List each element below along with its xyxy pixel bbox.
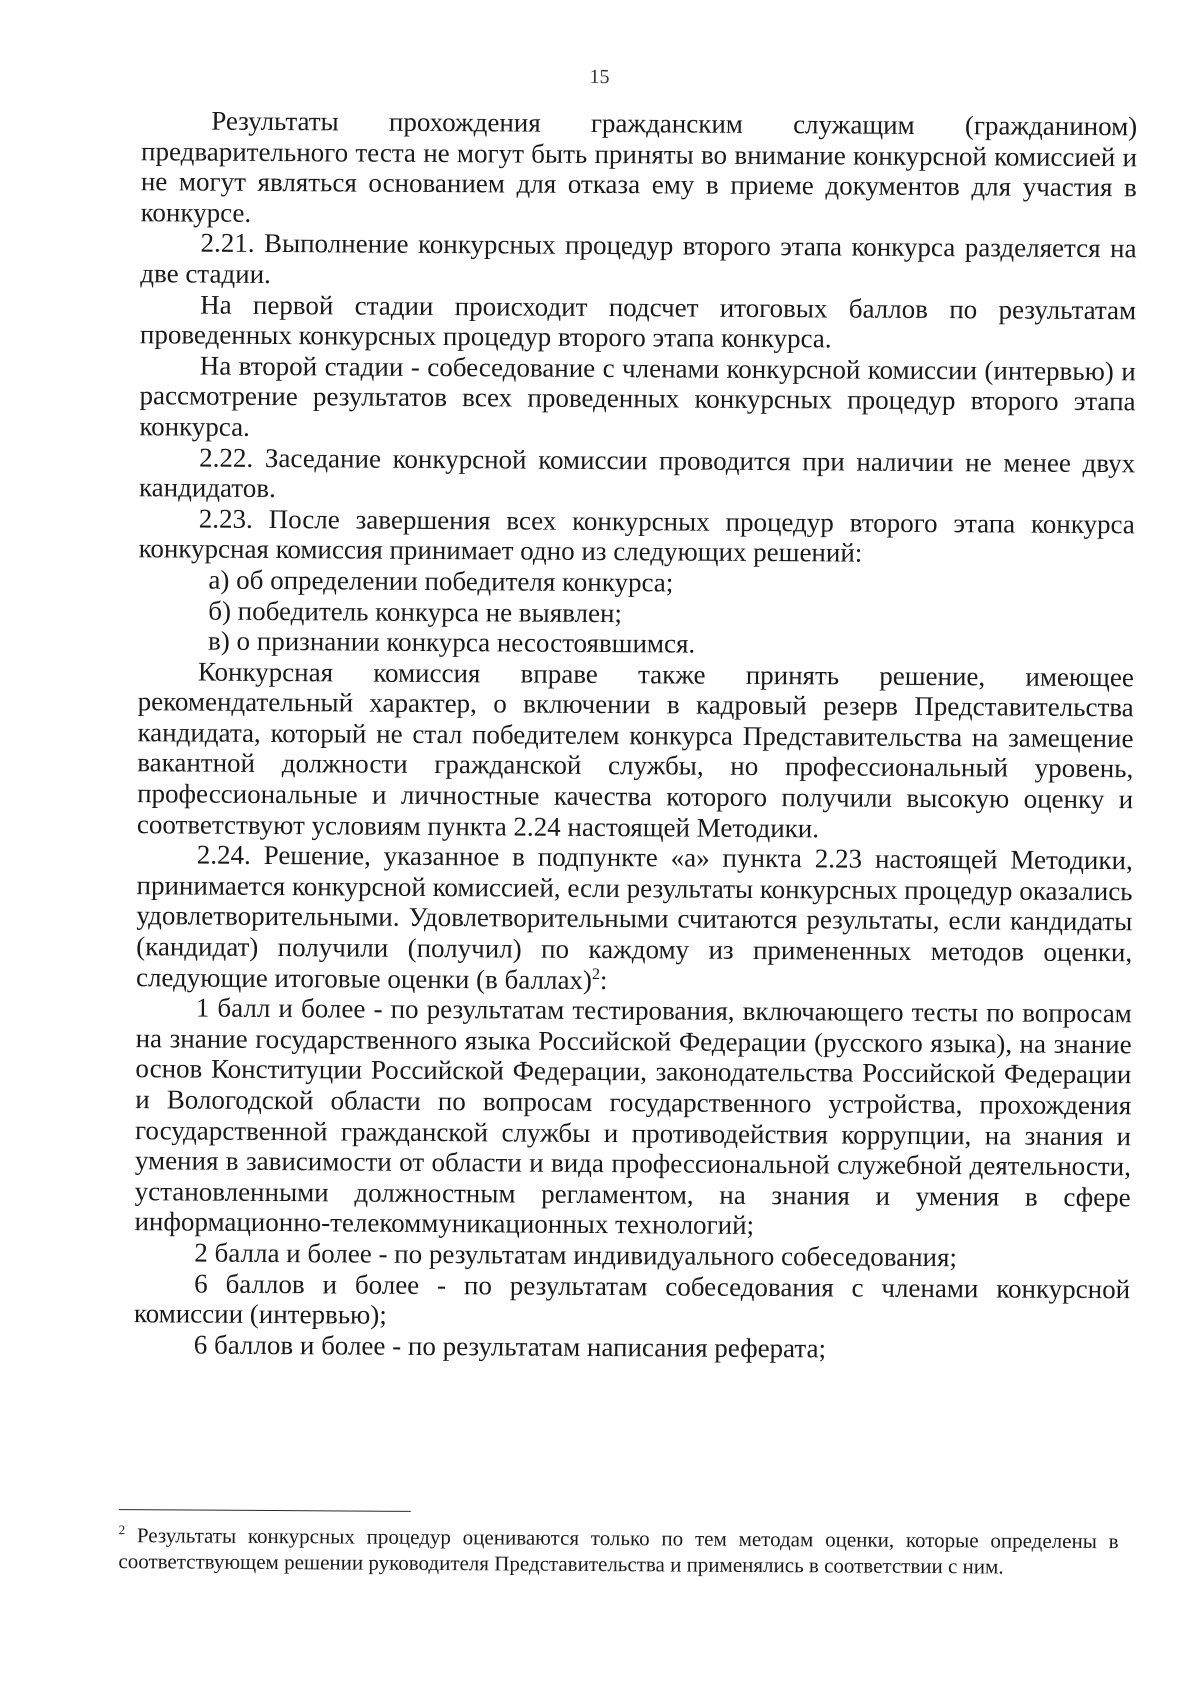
- paragraph-reserve-decision: Конкурсная комиссия вправе также принять решение, имеющее рекомендательный характер, о включении в кадровый резерв Представительства кандидата, который не стал победителем конкурса Представительства на замещение вакантной должности гражданской службы, но профессиональный уровень, профессиональные и личностные качества которого получили высокую оценку и соответствуют условиям пункта 2.24 настоящей Методики.: [136, 656, 1134, 844]
- list-item-a: а) об определении победителя конкурса;: [208, 564, 674, 598]
- paragraph-preliminary-test: Результаты прохождения гражданским служащим (гражданином) предварительного теста не могут быть приняты во внимание конкурсной комиссией и не могут являться основанием для отказа ему в приеме документов для участия в конкурсе.: [140, 105, 1138, 228]
- paragraph-2-24-text: 2.24. Решение, указанное в подпункте «а» пункта 2.23 настоящей Методики, принимается конкурсной комиссией, если результаты конкурсных процедур оказались удовлетворительными. Удовлетворительными считаются результаты, если кандидаты (кандидат) получили (получил) по каждому из примененных методов оценки, следующие итоговые оценки (в баллах): [135, 839, 1133, 995]
- paragraph-2-22: 2.22. Заседание конкурсной комиссии проводится при наличии не менее двух кандидатов.: [138, 442, 1136, 504]
- criterion-testing: 1 балл и более - по результатам тестирования, включающего тесты по вопросам на знание государственного языка Российской Федерации (русского языка), на знание основ Конституции Российской Федерации, законодательства Российской Федерации и Вологодской области по вопросам государственного устройства, прохождения государственной гражданской службы и противодействия коррупции, на знания и умения в зависимости от области и вида профессиональной служебной деятельности, установленными должностным регламентом, на знания и умения в сфере информационно-телекоммуникационных технологий;: [134, 992, 1132, 1241]
- paragraph-2-24: [136, 839, 1133, 998]
- footnote-reference: 2: [591, 965, 601, 983]
- footnote-text: Результаты конкурсных процедур оцениваются только по тем методам оценки, которые определены в соответствующем решении руководителя Представительства и применялись в соответствии с ним.: [118, 1523, 1119, 1579]
- criterion-individual-interview: 2 балла и более - по результатам индивидуального собеседования;: [194, 1237, 958, 1273]
- paragraph-first-stage: На первой стадии происходит подсчет итоговых баллов по результатам проведенных конкурсных процедур второго этапа конкурса.: [139, 289, 1137, 354]
- document-body: [134, 105, 1138, 1365]
- footnote-separator: [119, 1509, 411, 1512]
- footnote: [118, 1522, 1118, 1580]
- criterion-commission-interview: 6 баллов и более - по результатам собеседования с членами конкурсной комиссии (интервью);: [133, 1268, 1131, 1330]
- paragraph-2-21: 2.21. Выполнение конкурсных процедур второго этапа конкурса разделяется на две стадии.: [140, 227, 1137, 289]
- criterion-essay: 6 баллов и более - по результатам написания реферата;: [193, 1329, 827, 1364]
- paragraph-2-24-colon: :: [599, 964, 608, 995]
- page-number: 15: [589, 65, 610, 89]
- footnote-marker: 2: [118, 1522, 126, 1538]
- list-item-c: в) о признании конкурса несостоявшимся.: [207, 625, 696, 659]
- paragraph-2-23: 2.23. После завершения всех конкурсных процедур второго этапа конкурса конкурсная комиссия принимает одно из следующих решений:: [138, 503, 1135, 568]
- paragraph-second-stage: На второй стадии - собеседование с членами конкурсной комиссии (интервью) и рассмотрение результатов всех проведенных конкурсных процедур второго этапа конкурса.: [139, 350, 1136, 442]
- list-item-b: б) победитель конкурса не выявлен;: [208, 595, 623, 628]
